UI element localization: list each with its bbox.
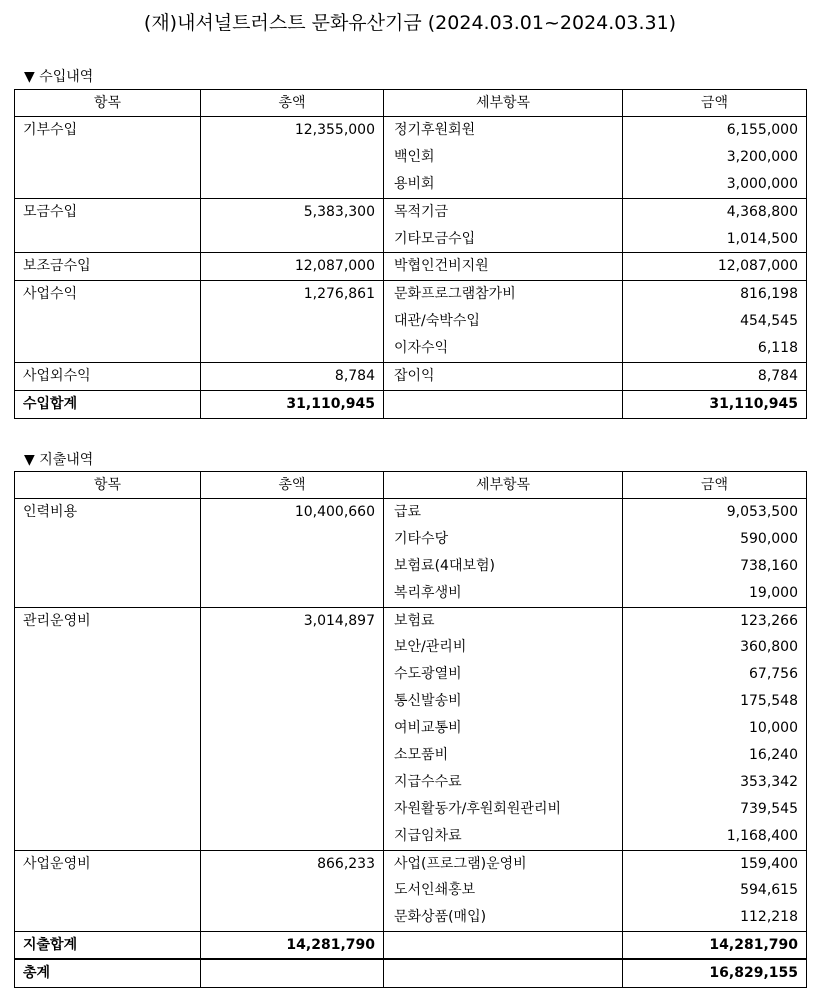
detail-amount-cell: 739,545 (623, 796, 807, 823)
table-row (15, 877, 807, 904)
detail-item-cell: 여비교통비 (384, 715, 623, 742)
detail-item-cell: 목적기금 (384, 198, 623, 225)
total-label: 지출합계 (15, 932, 201, 960)
category-cell: 모금수입 (15, 198, 201, 225)
category-cell (15, 171, 201, 198)
category-cell (15, 742, 201, 769)
category-cell: 관리운영비 (15, 607, 201, 634)
table-row (15, 580, 807, 607)
category-total-cell (201, 769, 384, 796)
table-row (15, 117, 807, 144)
table-row (15, 688, 807, 715)
category-cell (15, 308, 201, 335)
category-total-cell (201, 335, 384, 362)
category-total-cell (201, 308, 384, 335)
table-row (15, 607, 807, 634)
detail-amount-cell: 1,168,400 (623, 823, 807, 850)
category-cell (15, 553, 201, 580)
category-cell (15, 580, 201, 607)
detail-item-cell: 자원활동가/후원회원관리비 (384, 796, 623, 823)
income-section-label: ▼ 수입내역 (24, 69, 94, 85)
table-row (15, 796, 807, 823)
table-row (15, 661, 807, 688)
detail-item-cell: 용비회 (384, 171, 623, 198)
header-total: 총액 (201, 90, 384, 117)
detail-amount-cell: 594,615 (623, 877, 807, 904)
category-total-cell (201, 823, 384, 850)
category-total-cell: 12,355,000 (201, 117, 384, 144)
category-total-cell (201, 688, 384, 715)
table-row (15, 850, 807, 877)
category-total-cell (201, 742, 384, 769)
table-row (15, 499, 807, 526)
expense-body (15, 499, 807, 960)
detail-item-cell: 복리후생비 (384, 580, 623, 607)
table-row (15, 715, 807, 742)
grand-total-empty (201, 959, 384, 987)
detail-item-cell: 사업(프로그램)운영비 (384, 850, 623, 877)
category-cell (15, 634, 201, 661)
category-cell: 사업외수익 (15, 363, 201, 391)
category-cell (15, 796, 201, 823)
detail-amount-cell: 360,800 (623, 634, 807, 661)
total-label: 수입합계 (15, 390, 201, 418)
category-total-cell: 10,400,660 (201, 499, 384, 526)
grand-total-label: 총계 (15, 959, 201, 987)
table-row (15, 198, 807, 225)
category-total-cell (201, 171, 384, 198)
detail-item-cell: 기타모금수입 (384, 226, 623, 253)
category-cell (15, 688, 201, 715)
category-cell (15, 877, 201, 904)
grand-total-row (15, 959, 807, 987)
total-amount: 14,281,790 (623, 932, 807, 960)
detail-amount-cell: 3,200,000 (623, 144, 807, 171)
detail-item-cell: 보험료(4대보험) (384, 553, 623, 580)
header-total: 총액 (201, 472, 384, 499)
table-row (15, 281, 807, 308)
page-title: (재)내셔널트러스트 문화유산기금 (2024.03.01~2024.03.31) (143, 12, 677, 34)
category-cell (15, 823, 201, 850)
header-item: 항목 (15, 90, 201, 117)
table-row (15, 904, 807, 931)
category-total-cell: 866,233 (201, 850, 384, 877)
detail-item-cell: 지급수수료 (384, 769, 623, 796)
header-amount: 금액 (623, 472, 807, 499)
category-cell (15, 769, 201, 796)
income-header-row (15, 90, 807, 117)
table-row (15, 335, 807, 362)
detail-amount-cell: 1,014,500 (623, 226, 807, 253)
detail-amount-cell: 816,198 (623, 281, 807, 308)
header-detail: 세부항목 (384, 90, 623, 117)
category-total-cell (201, 526, 384, 553)
category-total-cell: 8,784 (201, 363, 384, 391)
detail-item-cell: 이자수익 (384, 335, 623, 362)
detail-amount-cell: 353,342 (623, 769, 807, 796)
detail-amount-cell: 123,266 (623, 607, 807, 634)
detail-amount-cell: 6,155,000 (623, 117, 807, 144)
detail-amount-cell: 454,545 (623, 308, 807, 335)
detail-item-cell: 박협인건비지원 (384, 253, 623, 281)
total-sum: 31,110,945 (201, 390, 384, 418)
detail-item-cell: 보안/관리비 (384, 634, 623, 661)
detail-amount-cell: 738,160 (623, 553, 807, 580)
detail-amount-cell: 590,000 (623, 526, 807, 553)
table-row (15, 226, 807, 253)
grand-total-empty (384, 959, 623, 987)
table-row (15, 253, 807, 281)
category-total-cell (201, 796, 384, 823)
detail-item-cell: 지급임차료 (384, 823, 623, 850)
header-detail: 세부항목 (384, 472, 623, 499)
detail-amount-cell: 6,118 (623, 335, 807, 362)
table-row (15, 171, 807, 198)
income-body (15, 117, 807, 419)
detail-amount-cell: 4,368,800 (623, 198, 807, 225)
table-row (15, 363, 807, 391)
detail-item-cell: 대관/숙박수입 (384, 308, 623, 335)
table-row (15, 144, 807, 171)
detail-item-cell: 통신발송비 (384, 688, 623, 715)
category-cell (15, 526, 201, 553)
table-row (15, 823, 807, 850)
detail-amount-cell: 159,400 (623, 850, 807, 877)
category-cell (15, 144, 201, 171)
category-cell: 기부수입 (15, 117, 201, 144)
category-total-cell (201, 715, 384, 742)
table-row (15, 553, 807, 580)
total-sum: 14,281,790 (201, 932, 384, 960)
detail-item-cell: 급료 (384, 499, 623, 526)
header-item: 항목 (15, 472, 201, 499)
detail-item-cell: 백인회 (384, 144, 623, 171)
category-total-cell (201, 553, 384, 580)
detail-amount-cell: 16,240 (623, 742, 807, 769)
category-total-cell: 3,014,897 (201, 607, 384, 634)
table-row (15, 634, 807, 661)
total-amount: 31,110,945 (623, 390, 807, 418)
category-cell (15, 335, 201, 362)
detail-item-cell: 문화상품(매입) (384, 904, 623, 931)
category-total-cell: 5,383,300 (201, 198, 384, 225)
header-amount: 금액 (623, 90, 807, 117)
detail-item-cell: 소모품비 (384, 742, 623, 769)
total-empty (384, 390, 623, 418)
category-total-cell (201, 904, 384, 931)
table-row (15, 742, 807, 769)
detail-amount-cell: 19,000 (623, 580, 807, 607)
grand-total-table (14, 958, 807, 988)
detail-item-cell: 정기후원회원 (384, 117, 623, 144)
detail-amount-cell: 67,756 (623, 661, 807, 688)
detail-item-cell: 기타수당 (384, 526, 623, 553)
detail-amount-cell: 8,784 (623, 363, 807, 391)
category-cell: 보조금수입 (15, 253, 201, 281)
grand-total-amount: 16,829,155 (623, 959, 807, 987)
detail-item-cell: 보험료 (384, 607, 623, 634)
category-total-cell (201, 661, 384, 688)
category-cell (15, 226, 201, 253)
category-total-cell (201, 144, 384, 171)
category-total-cell (201, 877, 384, 904)
expense-section-label: ▼ 지출내역 (24, 452, 94, 468)
table-row (15, 308, 807, 335)
table-row (15, 769, 807, 796)
category-total-cell (201, 226, 384, 253)
category-cell (15, 715, 201, 742)
category-cell: 사업운영비 (15, 850, 201, 877)
total-empty (384, 932, 623, 960)
detail-amount-cell: 10,000 (623, 715, 807, 742)
detail-amount-cell: 175,548 (623, 688, 807, 715)
category-total-cell (201, 580, 384, 607)
category-cell (15, 904, 201, 931)
income-table (14, 89, 807, 419)
detail-item-cell: 문화프로그램참가비 (384, 281, 623, 308)
category-cell (15, 661, 201, 688)
detail-item-cell: 도서인쇄홍보 (384, 877, 623, 904)
table-row (15, 526, 807, 553)
detail-amount-cell: 3,000,000 (623, 171, 807, 198)
detail-item-cell: 수도광열비 (384, 661, 623, 688)
category-total-cell (201, 634, 384, 661)
expense-table (14, 471, 807, 960)
detail-amount-cell: 12,087,000 (623, 253, 807, 281)
detail-amount-cell: 112,218 (623, 904, 807, 931)
total-row (15, 390, 807, 418)
total-row (15, 932, 807, 960)
detail-amount-cell: 9,053,500 (623, 499, 807, 526)
category-total-cell: 12,087,000 (201, 253, 384, 281)
expense-header-row (15, 472, 807, 499)
detail-item-cell: 잡이익 (384, 363, 623, 391)
category-total-cell: 1,276,861 (201, 281, 384, 308)
category-cell: 사업수익 (15, 281, 201, 308)
category-cell: 인력비용 (15, 499, 201, 526)
